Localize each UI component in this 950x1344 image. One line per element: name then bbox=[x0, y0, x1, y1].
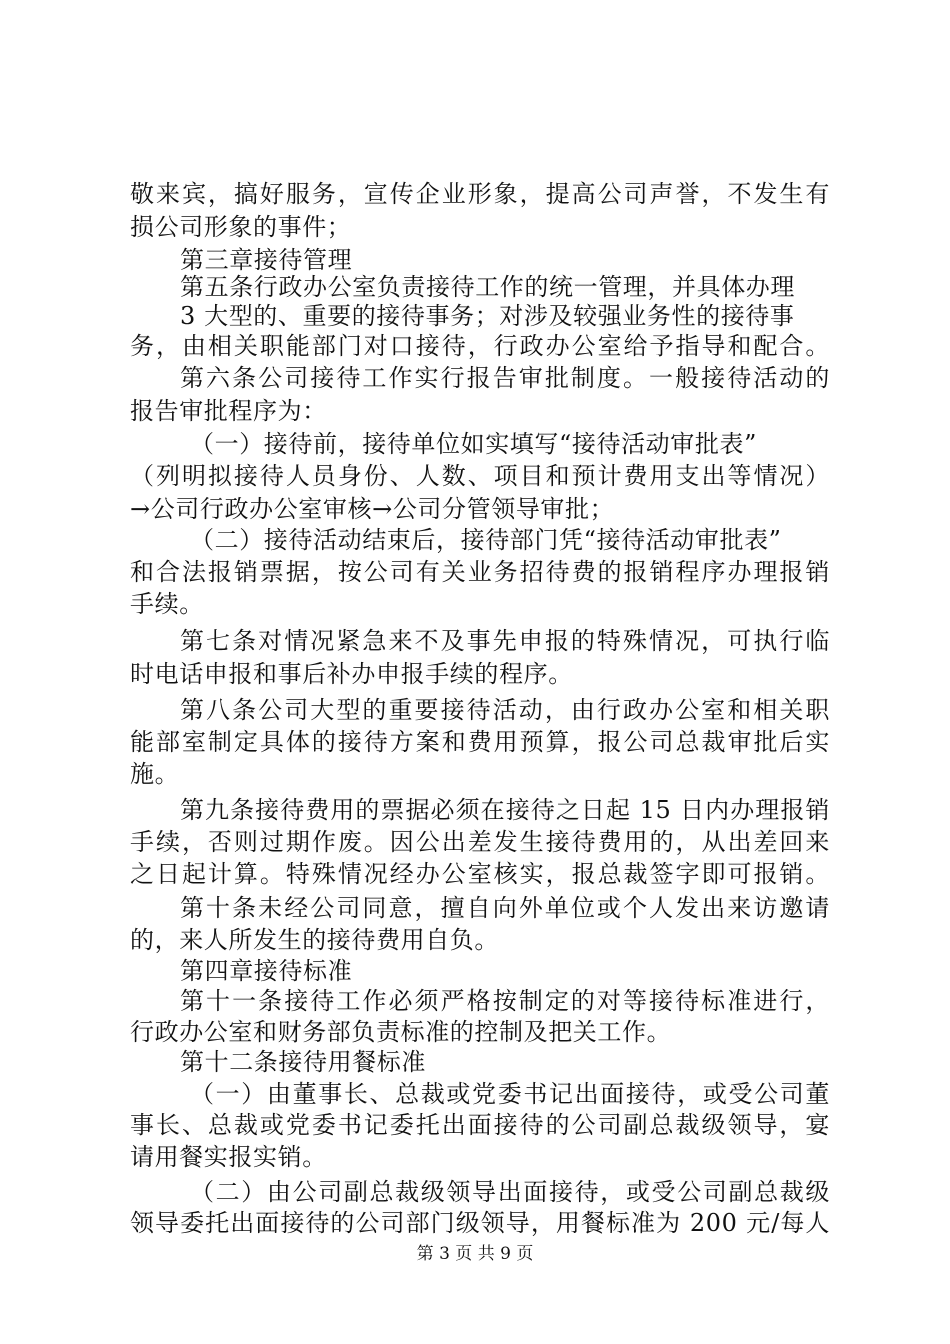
text-line-1: 敬来宾，搞好服务，宣传企业形象，提高公司声誉，不发生有 bbox=[130, 180, 830, 208]
text-line-13: 和合法报销票据，按公司有关业务招待费的报销程序办理报销 bbox=[130, 558, 830, 586]
text-line-8: 报告审批程序为： bbox=[130, 397, 327, 425]
text-line-12: （二）接待活动结束后，接待部门凭“接待活动审批表” bbox=[190, 526, 782, 554]
chapter-heading-4: 第四章接待标准 bbox=[180, 957, 353, 985]
text-line-33: 领导委托出面接待的公司部门级领导，用餐标准为 200 元/每人 bbox=[130, 1209, 830, 1237]
text-line-21: 手续，否则过期作废。因公出差发生接待费用的，从出差回来 bbox=[130, 828, 830, 856]
text-line-29: （一）由董事长、总裁或党委书记出面接待，或受公司董 bbox=[190, 1080, 830, 1108]
text-line-5: 3 大型的、重要的接待事务；对涉及较强业务性的接待事 bbox=[180, 302, 795, 330]
text-line-31: 请用餐实报实销。 bbox=[130, 1143, 327, 1171]
page-number-footer: 第 3 页 共 9 页 bbox=[416, 1244, 534, 1264]
text-line-28: 第十二条接待用餐标准 bbox=[180, 1048, 426, 1076]
text-line-30: 事长、总裁或党委书记委托出面接待的公司副总裁级领导，宴 bbox=[130, 1111, 830, 1139]
text-line-9: （一）接待前，接待单位如实填写“接待活动审批表” bbox=[190, 430, 757, 458]
text-line-22: 之日起计算。特殊情况经办公室核实，报总裁签字即可报销。 bbox=[130, 860, 830, 888]
text-line-7: 第六条公司接待工作实行报告审批制度。一般接待活动的 bbox=[180, 364, 830, 392]
text-line-11: →公司行政办公室审核→公司分管领导审批； bbox=[130, 495, 615, 523]
text-line-18: 能部室制定具体的接待方案和费用预算，报公司总裁审批后实 bbox=[130, 728, 830, 756]
text-line-26: 第十一条接待工作必须严格按制定的对等接待标准进行， bbox=[180, 987, 830, 1015]
text-line-6: 务，由相关职能部门对口接待，行政办公室给予指导和配合。 bbox=[130, 332, 830, 360]
text-line-32: （二）由公司副总裁级领导出面接待，或受公司副总裁级 bbox=[190, 1178, 830, 1206]
text-line-2: 损公司形象的事件； bbox=[130, 213, 352, 241]
text-line-10: （列明拟接待人员身份、人数、项目和预计费用支出等情况） bbox=[130, 462, 830, 490]
text-line-23: 第十条未经公司同意，擅自向外单位或个人发出来访邀请 bbox=[180, 894, 830, 922]
text-line-16: 时电话申报和事后补办申报手续的程序。 bbox=[130, 660, 573, 688]
text-line-4: 第五条行政办公室负责接待工作的统一管理，并具体办理 bbox=[180, 273, 795, 301]
text-line-19: 施。 bbox=[130, 760, 180, 788]
text-line-14: 手续。 bbox=[130, 590, 204, 618]
chapter-heading-3: 第三章接待管理 bbox=[180, 246, 353, 274]
text-line-24: 的，来人所发生的接待费用自负。 bbox=[130, 926, 499, 954]
text-line-20: 第九条接待费用的票据必须在接待之日起 15 日内办理报销 bbox=[180, 796, 830, 824]
text-line-15: 第七条对情况紧急来不及事先申报的特殊情况，可执行临 bbox=[180, 627, 830, 655]
text-line-27: 行政办公室和财务部负责标准的控制及把关工作。 bbox=[130, 1018, 672, 1046]
text-line-17: 第八条公司大型的重要接待活动，由行政办公室和相关职 bbox=[180, 696, 830, 724]
